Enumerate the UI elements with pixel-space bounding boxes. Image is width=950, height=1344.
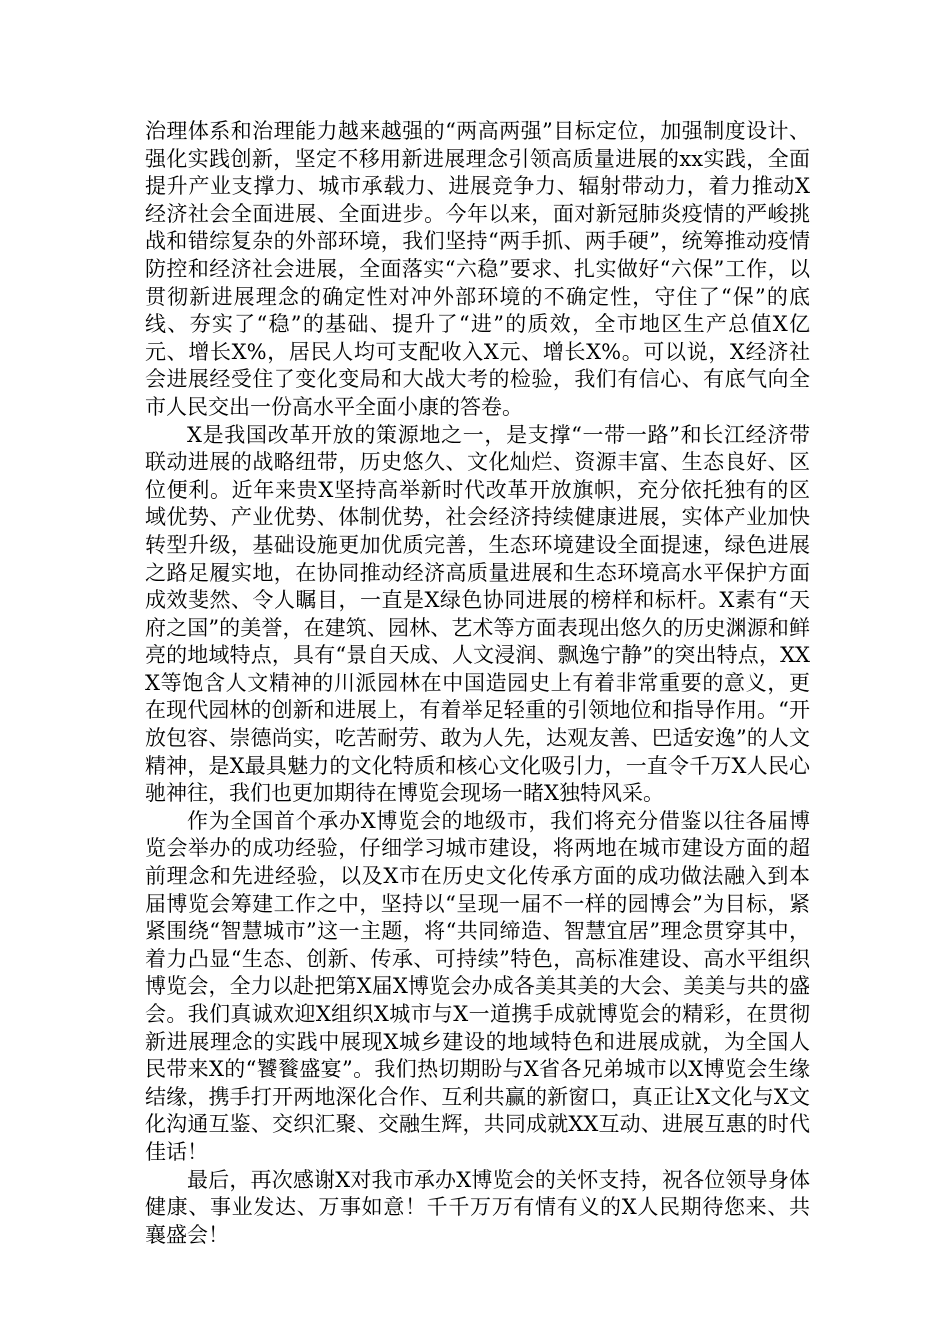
paragraph-2: X是我国改革开放的策源地之一，是支撑“一带一路”和长江经济带联动进展的战略纽带，历史悠久、文化灿烂、资源丰富、生态良好、区位便利。近年来贵X坚持高举新时代改革开放旗帜，充分依托独有的区域优势、产业优势、体制优势，社会经济持续健康进展，实体产业加快转型升级，基础设施更加优质完善，生态环境建设全面提速，绿色进展之路足履实地，在协同推动经济高质量进展和生态环境高水平保护方面成效斐然、令人瞩目，一直是X绿色协同进展的榜样和标杆。X素有“天府之国”的美誉，在建筑、园林、艺术等方面表现出悠久的历史渊源和鲜亮的地域特点，具有“景自天成、人文浸润、飘逸宁静”的突出特点，XXX等饱含人文精神的川派园林在中国造园史上有着非常重要的意义，更在现代园林的创新和进展上，有着举足轻重的引领地位和指导作用。“开放包容、崇德尚实，吃苦耐劳、敢为人先，达观友善、巴适安逸”的人文精神，是X最具魅力的文化特质和核心文化吸引力，一直令千万X人民心驰神往，我们也更加期待在博览会现场一睹X独特风采。 bbox=[145, 422, 810, 806]
paragraph-1: 治理体系和治理能力越来越强的“两高两强”目标定位，加强制度设计、强化实践创新，坚定不移用新进展理念引领高质量进展的xx实践，全面提升产业支撑力、城市承载力、进展竞争力、辐射带动力，着力推动X经济社会全面进展、全面进步。今年以来，面对新冠肺炎疫情的严峻挑战和错综复杂的外部环境，我们坚持“两手抓、两手硬”，统筹推动疫情防控和经济社会进展，全面落实“六稳”要求、扎实做好“六保”工作，以贯彻新进展理念的确定性对冲外部环境的不确定性，守住了“保”的底线、夯实了“稳”的基础、提升了“进”的质效，全市地区生产总值X亿元、增长X%，居民人均可支配收入X元、增长X%。可以说，X经济社会进展经受住了变化变局和大战大考的检验，我们有信心、有底气向全市人民交出一份高水平全面小康的答卷。 bbox=[145, 119, 810, 419]
paragraph-4: 最后，再次感谢X对我市承办X博览会的关怀支持，祝各位领导身体健康、事业发达、万事如意！千千万万有情有义的X人民期待您来、共襄盛会！ bbox=[145, 1167, 810, 1247]
paragraph-3: 作为全国首个承办X博览会的地级市，我们将充分借鉴以往各届博览会举办的成功经验，仔细学习城市建设，将两地在城市建设方面的超前理念和先进经验，以及X市在历史文化传承方面的成功做法融入到本届博览会筹建工作之中，坚持以“呈现一届不一样的园博会”为目标，紧紧围绕“智慧城市”这一主题，将“共同缔造、智慧宜居”理念贯穿其中，着力凸显“生态、创新、传承、可持续”特色，高标准建设、高水平组织博览会，全力以赴把第X届X博览会办成各美其美的大会、美美与共的盛会。我们真诚欢迎X组织X城市与X一道携手成就博览会的精彩，在贯彻新进展理念的实践中展现X城乡建设的地域特色和进展成就，为全国人民带来X的“饕餮盛宴”。我们热切期盼与X省各兄弟城市以X博览会生缘结缘，携手打开两地深化合作、互利共赢的新窗口，真正让X文化与X文化沟通互鉴、交织汇聚、交融生辉，共同成就XX互动、进展互惠的时代佳话！ bbox=[145, 808, 810, 1164]
body-text bbox=[145, 118, 810, 1249]
